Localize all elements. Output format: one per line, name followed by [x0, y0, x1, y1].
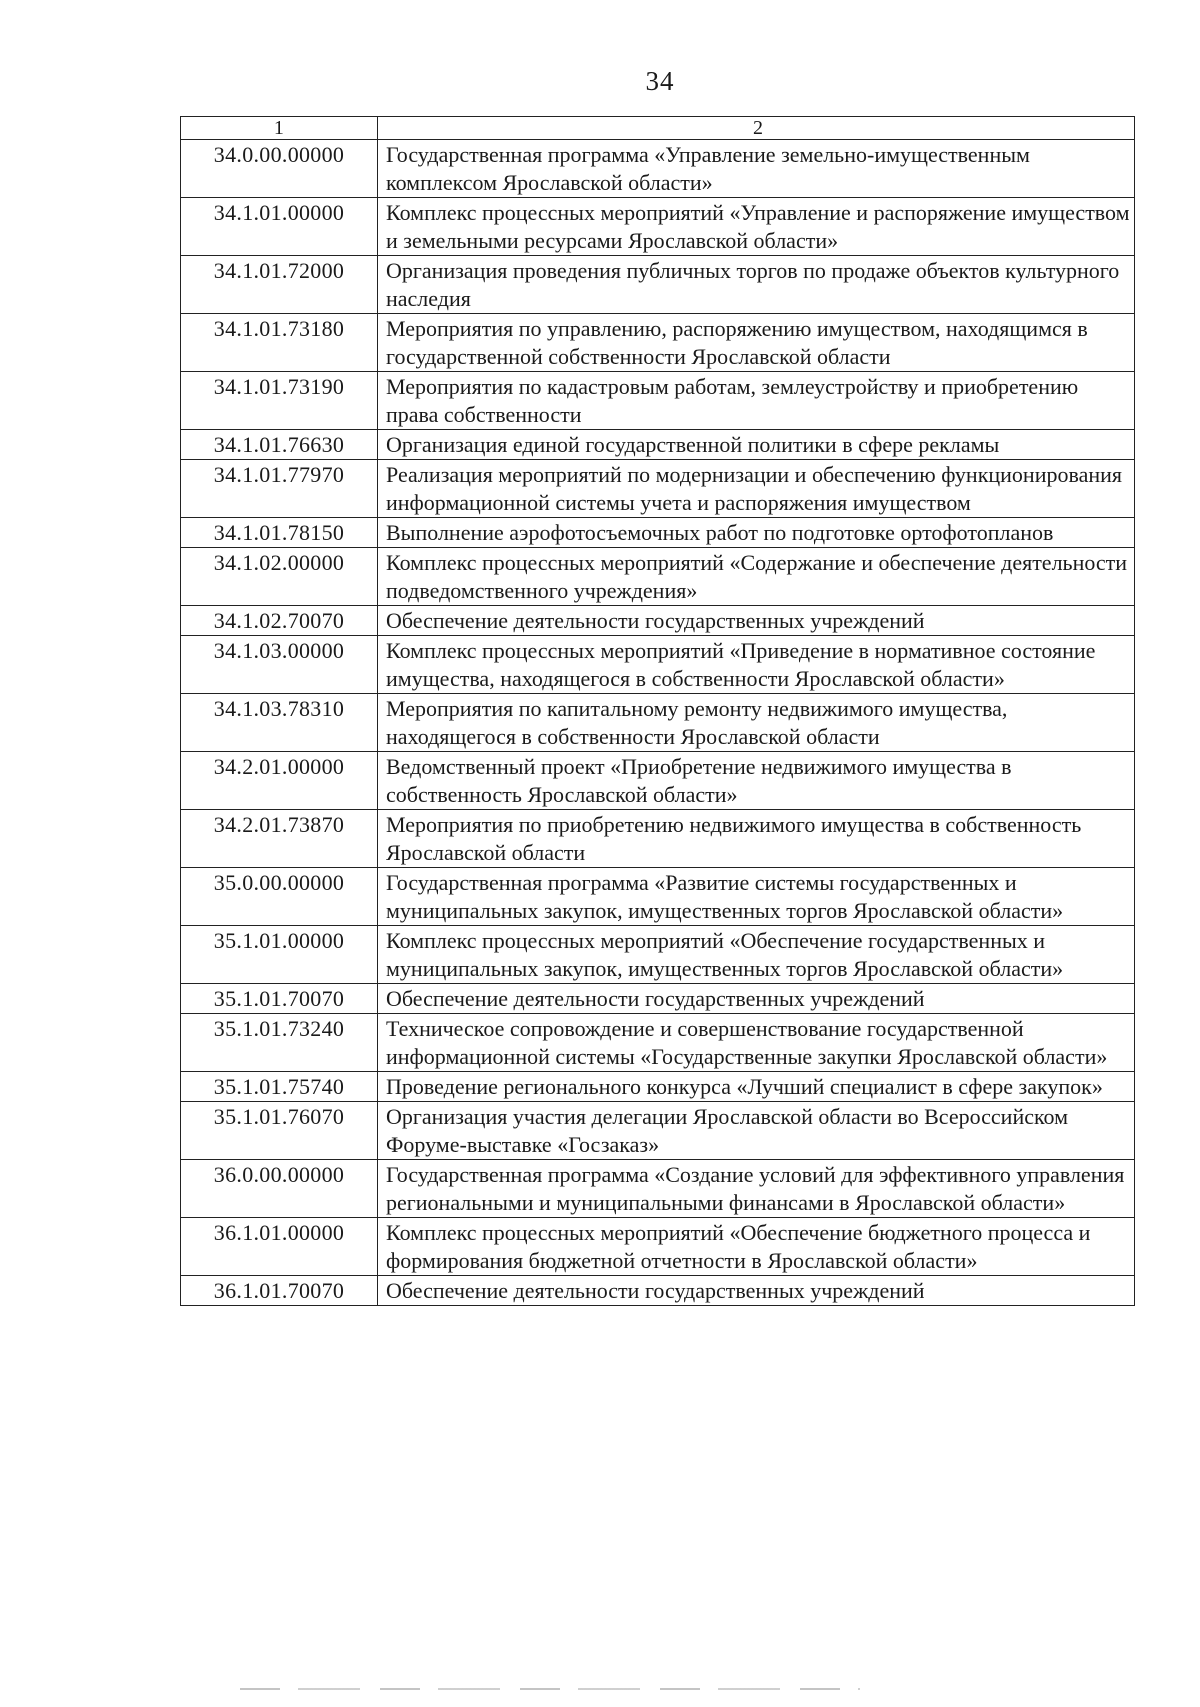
row-name-cell: Государственная программа «Создание условий для эффективного управления региональными и муниципальными финансами в Ярославской области»: [378, 1160, 1135, 1218]
row-name-cell: Техническое сопровождение и совершенствование государственной информационной системы «Государственные закупки Ярославской области»: [378, 1014, 1135, 1072]
table-row: [181, 810, 1135, 868]
row-code-cell: 35.0.00.00000: [181, 868, 378, 926]
table-header-row: [181, 117, 1135, 140]
table-row: [181, 314, 1135, 372]
row-name-cell: Комплекс процессных мероприятий «Обеспечение бюджетного процесса и формирования бюджетной отчетности в Ярославской области»: [378, 1218, 1135, 1276]
row-name-cell: Комплекс процессных мероприятий «Содержание и обеспечение деятельности подведомственного учреждения»: [378, 548, 1135, 606]
row-code-cell: 34.1.03.00000: [181, 636, 378, 694]
row-name-cell: Комплекс процессных мероприятий «Управление и распоряжение имуществом и земельными ресурсами Ярославской области»: [378, 198, 1135, 256]
row-code-cell: 35.1.01.75740: [181, 1072, 378, 1102]
page-number: 34: [645, 66, 675, 96]
row-code-cell: 36.0.00.00000: [181, 1160, 378, 1218]
row-code-cell: 35.1.01.00000: [181, 926, 378, 984]
table-row: [181, 606, 1135, 636]
row-name-cell: Обеспечение деятельности государственных учреждений: [378, 1276, 1135, 1306]
row-name-cell: Государственная программа «Развитие системы государственных и муниципальных закупок, имущественных торгов Ярославской области»: [378, 868, 1135, 926]
row-name-cell: Организация единой государственной политики в сфере рекламы: [378, 430, 1135, 460]
table-row: [181, 1218, 1135, 1276]
table-row: [181, 926, 1135, 984]
table-row: [181, 1014, 1135, 1072]
row-code-cell: 34.1.01.00000: [181, 198, 378, 256]
row-code-cell: 34.1.01.77970: [181, 460, 378, 518]
row-code-cell: 35.1.01.73240: [181, 1014, 378, 1072]
table-row: [181, 868, 1135, 926]
row-name-cell: Ведомственный проект «Приобретение недвижимого имущества в собственность Ярославской области»: [378, 752, 1135, 810]
table-row: [181, 372, 1135, 430]
table-row: [181, 460, 1135, 518]
row-code-cell: 34.1.03.78310: [181, 694, 378, 752]
table-row: [181, 752, 1135, 810]
row-name-cell: Проведение регионального конкурса «Лучший специалист в сфере закупок»: [378, 1072, 1135, 1102]
table-row: [181, 140, 1135, 198]
row-code-cell: 34.1.01.76630: [181, 430, 378, 460]
table-row: [181, 1276, 1135, 1306]
table-row: [181, 198, 1135, 256]
row-code-cell: 34.1.01.72000: [181, 256, 378, 314]
row-name-cell: Выполнение аэрофотосъемочных работ по подготовке ортофотопланов: [378, 518, 1135, 548]
column-header-name: 2: [378, 117, 1135, 140]
table-row: [181, 256, 1135, 314]
row-code-cell: 34.0.00.00000: [181, 140, 378, 198]
row-code-cell: 36.1.01.70070: [181, 1276, 378, 1306]
row-code-cell: 34.1.02.00000: [181, 548, 378, 606]
table-row: [181, 1160, 1135, 1218]
row-name-cell: Обеспечение деятельности государственных учреждений: [378, 984, 1135, 1014]
scan-artifact-line: [240, 1688, 860, 1690]
row-code-cell: 34.1.01.73190: [181, 372, 378, 430]
table-row: [181, 1102, 1135, 1160]
row-name-cell: Государственная программа «Управление земельно-имущественным комплексом Ярославской области»: [378, 140, 1135, 198]
table-row: [181, 1072, 1135, 1102]
row-code-cell: 34.1.01.73180: [181, 314, 378, 372]
row-name-cell: Мероприятия по приобретению недвижимого имущества в собственность Ярославской области: [378, 810, 1135, 868]
row-code-cell: 34.2.01.00000: [181, 752, 378, 810]
row-name-cell: Комплекс процессных мероприятий «Обеспечение государственных и муниципальных закупок, имущественных торгов Ярославской области»: [378, 926, 1135, 984]
row-code-cell: 34.1.01.78150: [181, 518, 378, 548]
table-row: [181, 518, 1135, 548]
row-code-cell: 34.1.02.70070: [181, 606, 378, 636]
row-name-cell: Реализация мероприятий по модернизации и обеспечению функционирования информационной системы учета и распоряжения имуществом: [378, 460, 1135, 518]
row-name-cell: Мероприятия по кадастровым работам, землеустройству и приобретению права собственности: [378, 372, 1135, 430]
row-name-cell: Комплекс процессных мероприятий «Приведение в нормативное состояние имущества, находящегося в собственности Ярославской области»: [378, 636, 1135, 694]
row-name-cell: Мероприятия по капитальному ремонту недвижимого имущества, находящегося в собственности Ярославской области: [378, 694, 1135, 752]
row-name-cell: Организация участия делегации Ярославской области во Всероссийском Форуме-выставке «Госзаказ»: [378, 1102, 1135, 1160]
row-name-cell: Обеспечение деятельности государственных учреждений: [378, 606, 1135, 636]
table-row: [181, 694, 1135, 752]
row-code-cell: 34.2.01.73870: [181, 810, 378, 868]
budget-classification-table: [180, 116, 1135, 1306]
column-header-code: 1: [181, 117, 378, 140]
table-row: [181, 430, 1135, 460]
row-code-cell: 36.1.01.00000: [181, 1218, 378, 1276]
table-row: [181, 548, 1135, 606]
table-row: [181, 984, 1135, 1014]
table-row: [181, 636, 1135, 694]
row-code-cell: 35.1.01.76070: [181, 1102, 378, 1160]
row-name-cell: Мероприятия по управлению, распоряжению имуществом, находящимся в государственной собственности Ярославской области: [378, 314, 1135, 372]
row-code-cell: 35.1.01.70070: [181, 984, 378, 1014]
row-name-cell: Организация проведения публичных торгов по продаже объектов культурного наследия: [378, 256, 1135, 314]
